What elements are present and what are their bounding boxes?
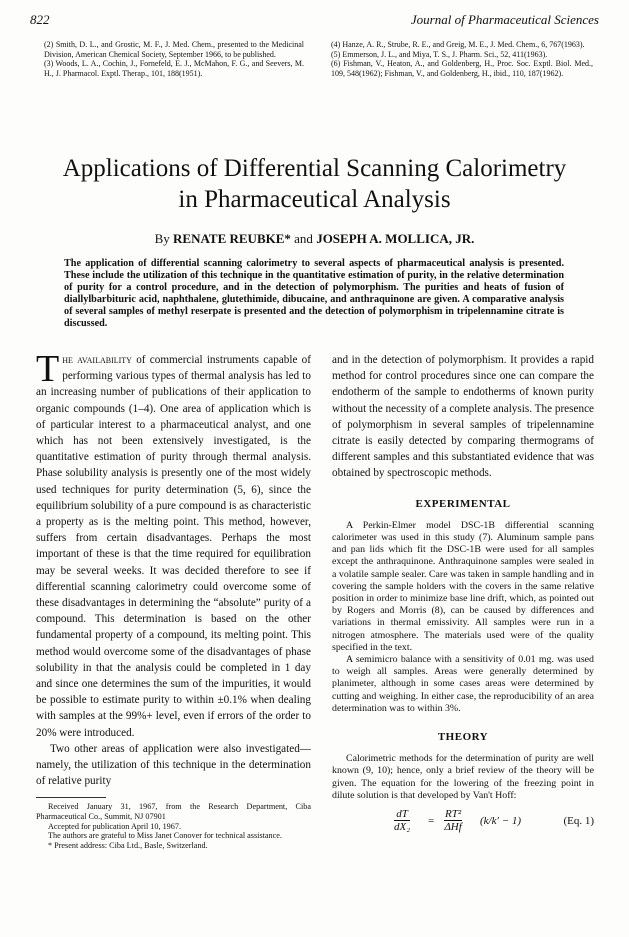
experimental-section <box>332 520 594 715</box>
footnote-present-address: * Present address: Ciba Ltd., Basle, Switzerland. <box>48 840 208 850</box>
reference-item: (5) Emmerson, J. L., and Miya, T. S., J. Pharm. Sci., 52, 411(1963). <box>331 49 548 59</box>
equation-equals-sign: = <box>428 815 435 828</box>
footnote-rule <box>36 797 106 798</box>
running-header <box>30 12 599 28</box>
equation-1 <box>332 808 594 836</box>
right-intro-paragraph: and in the detection of polymorphism. It provides a rapid method for control procedures since one can compare the endotherm of the sample to endotherms of known purity without the necessity of a complete analysis. The presence of polymorphism in several samples of tripelennamine citrate is easily detected by comparing thermograms of different samples and this substantiated evidence that was obtained by spectroscopic methods. <box>332 354 594 480</box>
equation-rhs-numerator: RT² <box>445 808 462 821</box>
experimental-paragraph-1: A Perkin-Elmer model DSC-1B differential scanning calorimeter was used in this study (7). Aluminum sample pans and pan lids which fit the DSC-1B were used for all samples except the anthraquinone. Anthraquinone samples were sealed in a volatile sample sealer. Care was taken in sample handling and in covering the sample holders with the covers in the same relative position in order to minimize base line drift, which, as pointed out by Rogers and Morris (8), can be caused by differences and variations in thermal emissivity. All samples were run in a nitrogen atmosphere. The materials used were of the quality specified in the text. <box>332 519 594 653</box>
intro-paragraph-1 <box>36 348 311 741</box>
equation-rhs-denominator: ΔHf <box>444 821 462 834</box>
references-right-column <box>331 40 593 78</box>
equation-label: (Eq. 1) <box>563 815 594 828</box>
title-line-2: in Pharmaceutical Analysis <box>178 186 451 213</box>
experimental-heading: EXPERIMENTAL <box>415 497 511 510</box>
abstract <box>64 258 564 331</box>
intro-paragraph-2: Two other areas of application were also investigated—namely, the utilization of this technique in the determination of relative purity <box>36 742 311 788</box>
reference-item: (2) Smith, D. L., and Grostic, M. F., J. Med. Chem., presented to the Medicinal Division, American Chemical Society, September 1966, to be published. <box>44 40 304 59</box>
and-label: and <box>294 231 313 246</box>
theory-heading: THEORY <box>437 731 489 744</box>
intro-lead-smallcaps: he availability <box>62 354 132 366</box>
equation-lhs-denominator: dX₂ <box>394 821 411 834</box>
footnote-accepted: Accepted for publication April 10, 1967. <box>48 821 182 831</box>
footnotes <box>36 802 311 850</box>
drop-cap: T <box>36 348 60 390</box>
reference-item: (4) Hanze, A. R., Strube, R. E., and Greig, M. E., J. Med. Chem., 6, 767(1963). <box>331 40 585 49</box>
reference-item: (3) Woods, L. A., Cochin, J., Fornefeld, E. J., McMahon, F. G., and Seevers, M. H., J. Pharmacol. Exptl. Therap., 101, 188(1951). <box>44 59 304 78</box>
author-2: JOSEPH A. MOLLICA, JR. <box>316 231 475 246</box>
equation-lhs-fraction <box>394 808 410 833</box>
journal-name: Journal of Pharmaceutical Sciences <box>410 12 599 27</box>
equation-rhs-fraction <box>444 808 462 833</box>
footnote-acknowledgment: The authors are grateful to Miss Janet Conover for technical assistance. <box>48 831 282 841</box>
experimental-paragraph-2: A semimicro balance with a sensitivity of 0.01 mg. was used to weigh all samples. Areas were generally determined by planimeter, although in some cases areas were determined by cutting and weighing. In either case, the reproducibility of an area determination was to within 3%. <box>332 654 594 714</box>
author-line <box>0 231 629 247</box>
equation-tail: (k/k′ − 1) <box>480 815 521 828</box>
left-column <box>36 348 311 850</box>
page-number: 822 <box>30 12 50 27</box>
title-line-1: Applications of Differential Scanning Calorimetry <box>62 155 567 182</box>
references-left-column <box>44 40 304 78</box>
equation-lhs-numerator: dT <box>394 808 410 821</box>
by-label: By <box>154 231 170 246</box>
article-title <box>0 153 629 215</box>
footnote-received: Received January 31, 1967, from the Research Department, Ciba Pharmaceutical Co., Summit, NJ 07901 <box>36 802 311 822</box>
reference-item: (6) Fishman, V., Heaton, A., and Goldenberg, H., Proc. Soc. Exptl. Biol. Med., 109, 548(1962); Fishman, V., and Goldenberg, H., ibid., 110, 187(1962). <box>331 59 593 78</box>
intro-text-1: of commercial instruments capable of performing various types of thermal analysis has led to an increasing number of publications of their application to organic compounds (1–4). One area of application which is of particular interest to a pharmaceutical analyst, and one which has not been extensively investigated, is the quantitative estimation of purity through thermal analysis. Phase solubility analysis is presently one of the most widely used techniques for purity determination (5, 6), since the equilibrium solubility of a pure compound is as characteristic a property as is the melting point. This method, however, suffers from certain disadvantages. Perhaps the most important of these is that the time required for equilibration may be several weeks. It was decided therefore to see if differential scanning calorimetry could overcome some of these disadvantages in determining the “absolute” purity of a compound. This determination is based on the other fundamental property of a compound, its melting point. This method would overcome some of the disadvantages of phase solubility in that the analysis could be completed in 1 day and since one determines the sum of the impurities, it would be possible to estimate purity to within ±0.1% when dealing with samples at the 99%+ level, even if errors of the order to 20% were introduced. <box>36 354 311 739</box>
right-column <box>332 352 594 836</box>
theory-paragraph-1: Calorimetric methods for the determination of purity are well known (9, 10); hence, only a brief review of the theory will be given. The equation for the lowering of the freezing point in dilute solution is that developed by Van't Hoff: <box>332 753 594 801</box>
theory-section <box>332 753 594 836</box>
abstract-text: The application of differential scanning calorimetry to several aspects of pharmaceutical analysis is presented. These include the utilization of this technique in the quantitative estimation of purity, in the relative determination of purity for a control procedure, and in the detection of polymorphism. The purities and heats of fusion of diallylbarbituric acid, naphthalene, glutethimide, dibucaine, and anthraquinone are given. A comparative analysis of several samples of methyl reserpate is presented and the detection of polymorphism in tripelennamine citrate is discussed. <box>64 258 564 330</box>
author-1: RENATE REUBKE* <box>173 231 291 246</box>
